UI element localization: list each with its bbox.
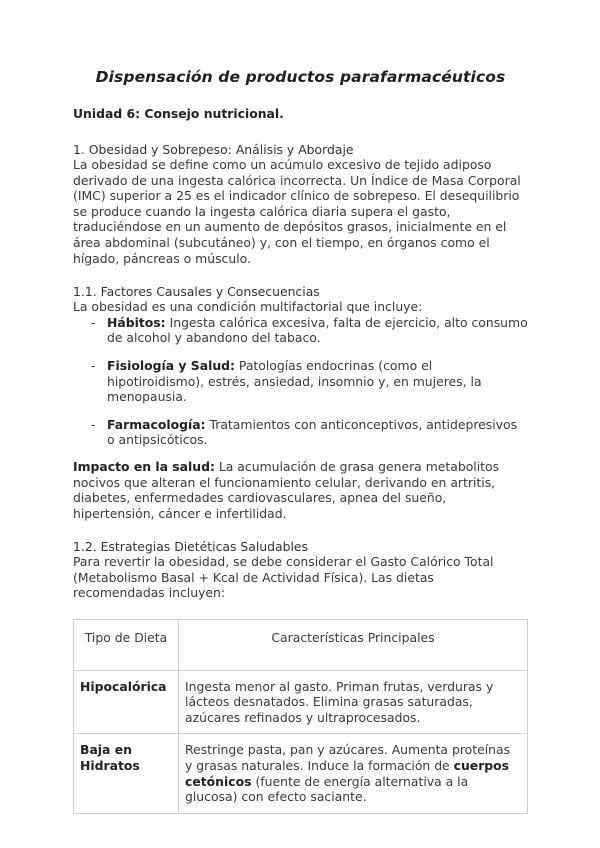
section-1-body: La obesidad se define como un acúmulo excesivo de tejido adiposo derivado de una ingesta calórica incorrecta. Un Índice de Masa Corporal (IMC) superior a 25 es el indicador clínico de sobrepeso. El desequilibrio se produce cuando la ingesta calórica diaria supera el gasto, traduciéndose en un aumento de depósitos grasos, inicialmente en el área abdominal (subcutáneo) y, con el tiempo, en órganos como el hígado, páncreas o músculo.	[73, 157, 521, 266]
desc-bold: cuerpos cetónicos	[185, 758, 510, 789]
list-item: - Farmacología: Tratamientos con anticonceptivos, antidepresivos o antipsicóticos.	[91, 416, 518, 448]
factor-text: Patologías endocrinas (como el hipotiroidismo), estrés, ansiedad, insomnio y, en mujeres, la menopausia.	[107, 357, 482, 405]
impact-label: Impacto en la salud:	[73, 458, 215, 474]
section-1-2-body: Para revertir la obesidad, se debe considerar el Gasto Calórico Total (Metabolismo Basal + Kcal de Actividad Física). Las dietas recomendadas incluyen:	[73, 554, 494, 601]
column-header: Características Principales	[179, 620, 528, 671]
section-1-1-intro: La obesidad es una condición multifactorial que incluye:	[73, 299, 423, 315]
diet-name: Hipocalórica	[74, 670, 179, 734]
impact-paragraph	[73, 459, 528, 521]
desc-text: Restringe pasta, pan y azúcares. Aumenta proteínas y grasas naturales. Induce la formación de	[185, 742, 511, 774]
section-1-heading: 1. Obesidad y Sobrepeso: Análisis y Abordaje	[73, 142, 354, 157]
table-header-row	[74, 620, 528, 671]
table-row	[74, 734, 528, 813]
impact-text: La acumulación de grasa genera metabolitos nocivos que alteran el funcionamiento celular, derivando en artritis, diabetes, enfermedades cardiovasculares, apnea del sueño, hipertensión, cáncer e infertilidad.	[73, 458, 500, 521]
desc-text: (fuente de energía alternativa a la glucosa) con efecto saciante.	[185, 773, 469, 805]
section-1-2-heading: 1.2. Estrategias Dietéticas Saludables	[73, 539, 308, 555]
factors-list	[73, 315, 528, 448]
column-header: Tipo de Dieta	[74, 620, 179, 671]
diet-table	[73, 619, 528, 814]
diet-description: Ingesta menor al gasto. Priman frutas, verduras y lácteos desnatados. Elimina grasas saturadas, azúcares refinados y ultraprocesados.	[179, 670, 528, 734]
list-item: - Hábitos: Ingesta calórica excesiva, falta de ejercicio, alto consumo de alcohol y abandono del tabaco.	[91, 314, 528, 346]
document-title: Dispensación de productos parafarmacéuticos	[95, 68, 506, 86]
list-item: - Fisiología y Salud: Patologías endocrinas (como el hipotiroidismo), estrés, ansiedad, insomnio y, en mujeres, la menopausia.	[91, 357, 482, 405]
factor-label: Farmacología:	[107, 416, 206, 432]
unit-heading: Unidad 6: Consejo nutricional.	[73, 106, 284, 121]
factor-label: Fisiología y Salud:	[107, 357, 235, 373]
factor-text: Tratamientos con anticonceptivos, antidepresivos o antipsicóticos.	[107, 416, 518, 448]
diet-description	[179, 734, 528, 813]
section-1-1-heading: 1.1. Factores Causales y Consecuencias	[73, 284, 320, 300]
factor-label: Hábitos:	[107, 314, 166, 330]
factor-text: Ingesta calórica excesiva, falta de ejercicio, alto consumo de alcohol y abandono del tabaco.	[107, 314, 528, 346]
table-row	[74, 670, 528, 734]
diet-name: Baja en Hidratos	[74, 734, 179, 813]
